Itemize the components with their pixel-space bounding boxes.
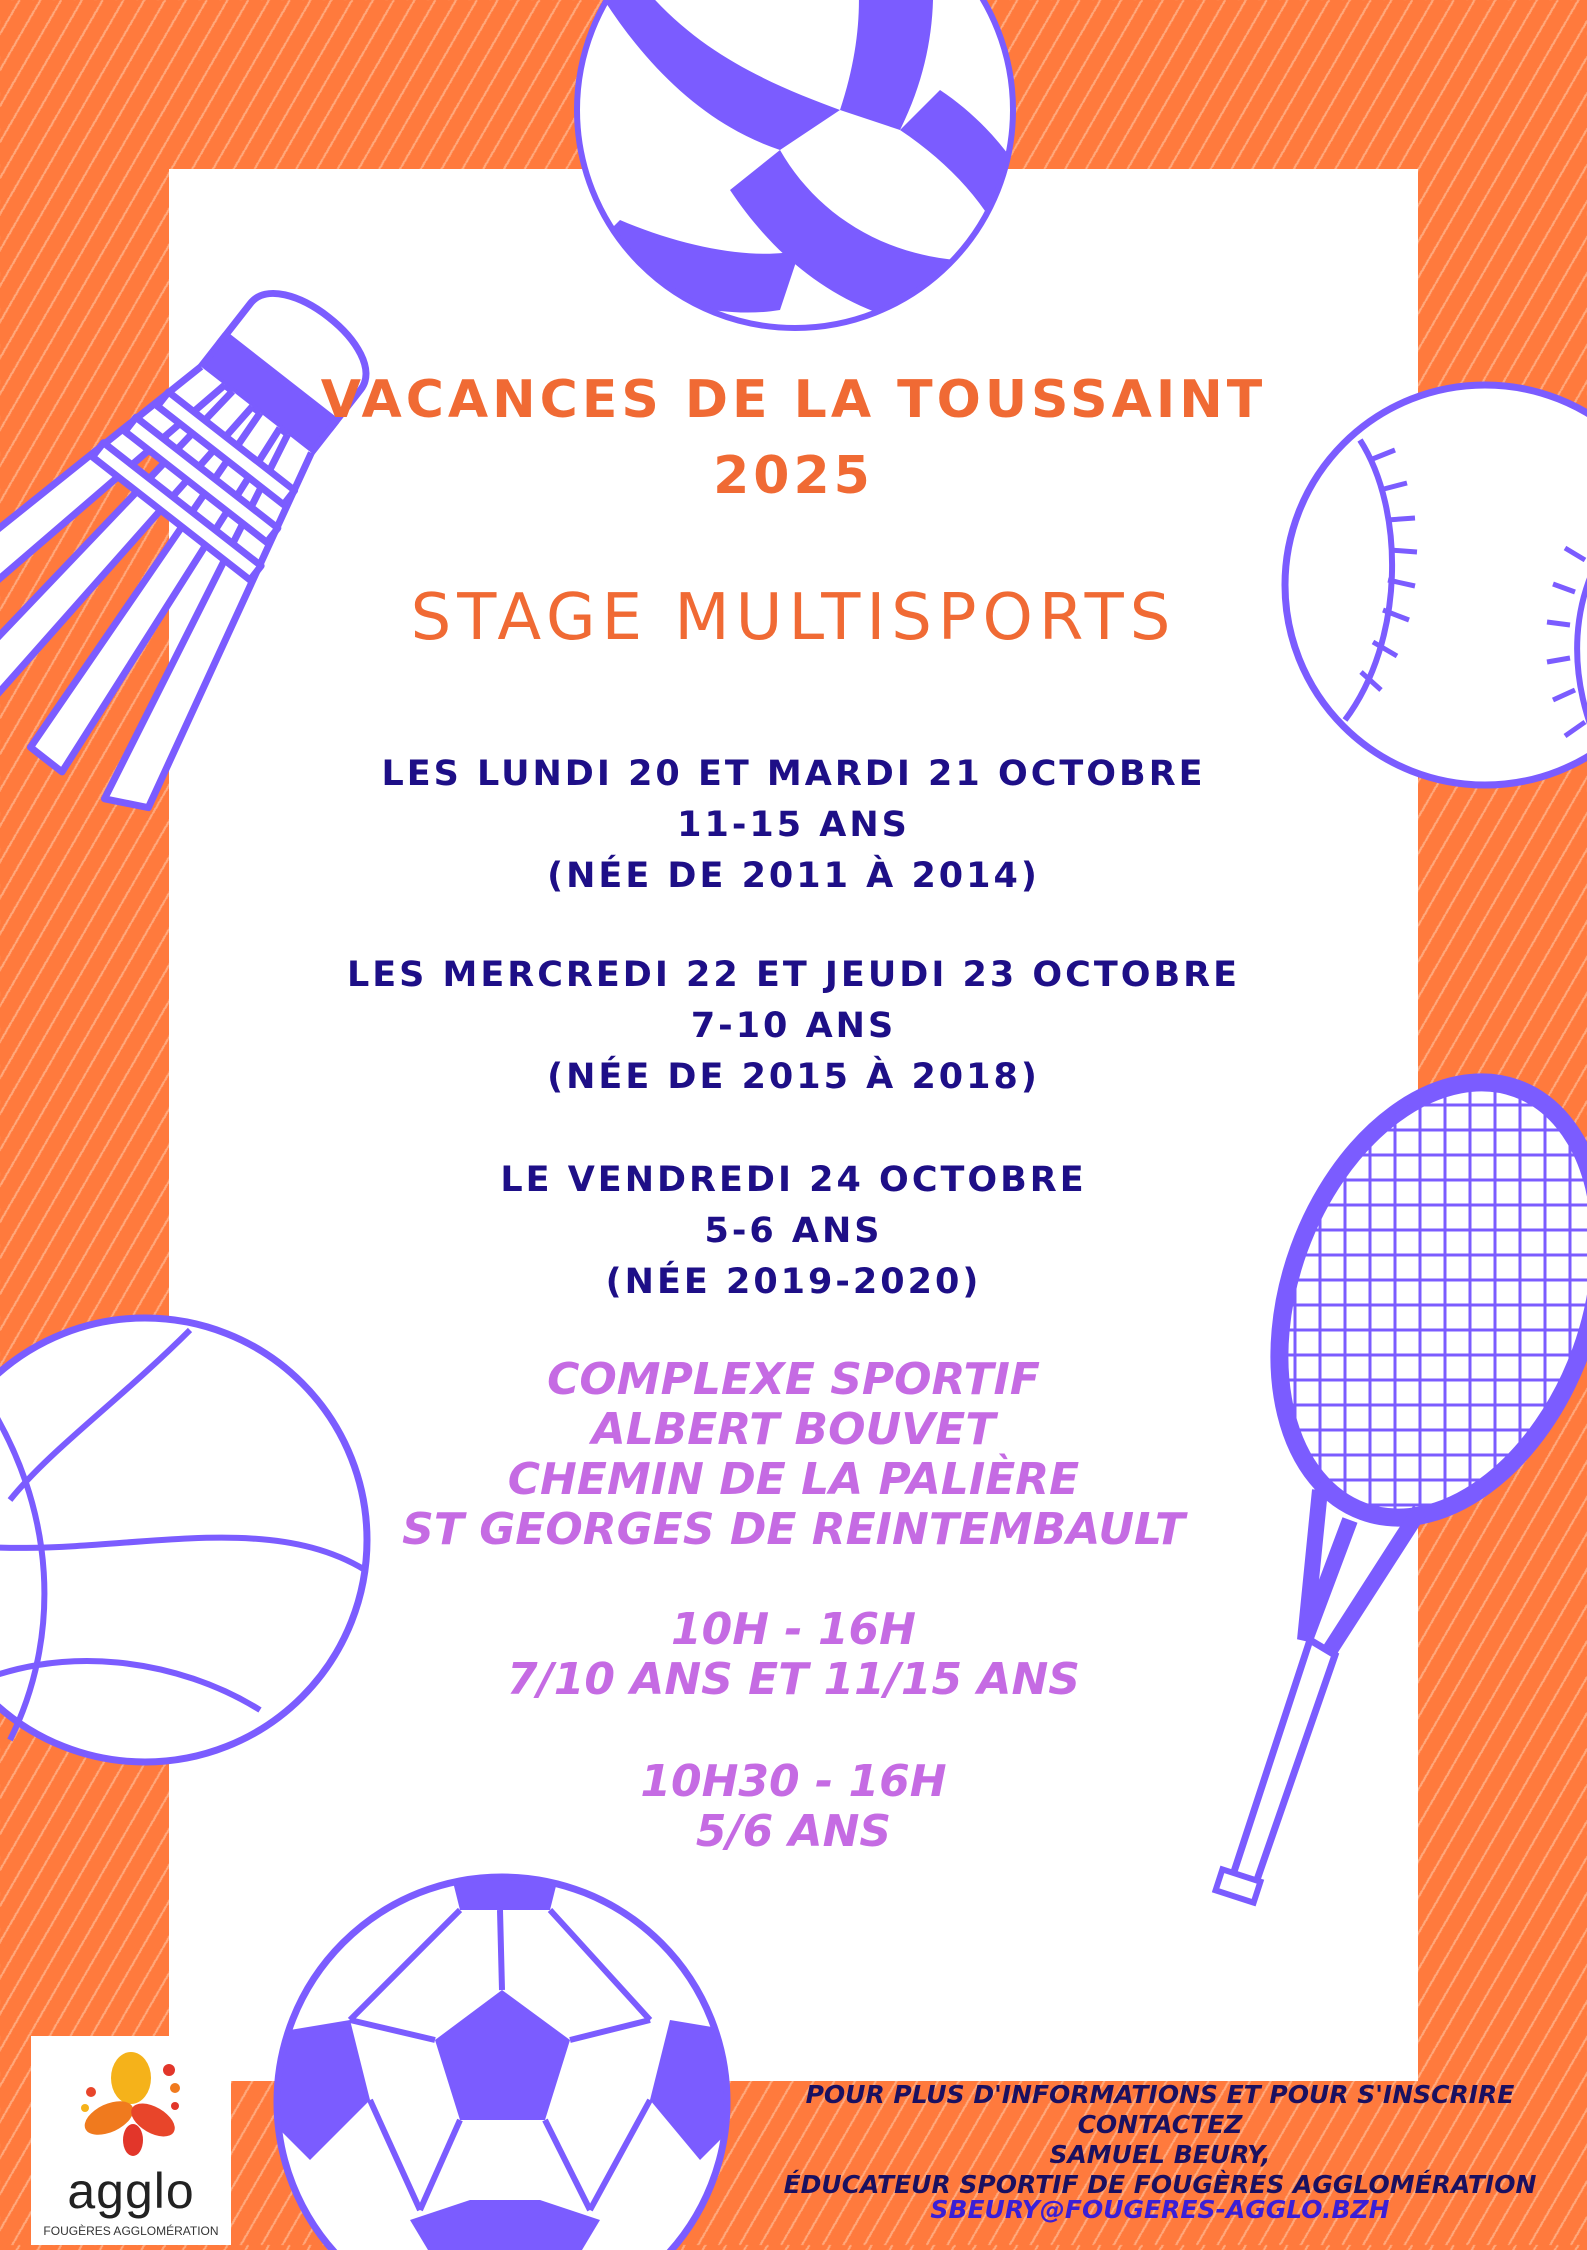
agglo-logo xyxy=(31,2036,231,2245)
venue-line: COMPLEXE SPORTIF xyxy=(547,1354,1040,1405)
venue-line: CHEMIN DE LA PALIÈRE xyxy=(507,1454,1080,1505)
schedule-time: 10H - 16H xyxy=(670,1604,916,1655)
schedule-time: 10H30 - 16H xyxy=(640,1756,947,1807)
logo-flower-icon xyxy=(71,2048,191,2158)
session-ages: 11-15 ANS xyxy=(677,805,910,845)
title-line-1: VACANCES DE LA TOUSSAINT xyxy=(320,370,1267,430)
schedule-block xyxy=(169,1605,1418,1705)
contact-email-link[interactable]: SBEURY@FOUGERES-AGGLO.BZH xyxy=(930,2195,1390,2224)
session-block xyxy=(169,749,1418,902)
contact-info xyxy=(740,2080,1580,2200)
contact-role: ÉDUCATEUR SPORTIF DE FOUGÈRES AGGLOMÉRATION xyxy=(783,2170,1537,2199)
logo-subtitle: FOUGÈRES AGGLOMÉRATION xyxy=(43,2224,219,2238)
venue-line: ALBERT BOUVET xyxy=(591,1404,996,1455)
session-dates: LES MERCREDI 22 ET JEUDI 23 OCTOBRE xyxy=(346,955,1241,995)
venue-address xyxy=(169,1355,1418,1555)
session-birth-years: (NÉE 2019-2020) xyxy=(605,1262,982,1302)
soccer-ball-icon xyxy=(270,1870,740,2250)
contact-line: POUR PLUS D'INFORMATIONS ET POUR S'INSCRIRE CONTACTEZ xyxy=(805,2080,1515,2139)
venue-line: ST GEORGES DE REINTEMBAULT xyxy=(402,1504,1185,1555)
schedule-ages: 7/10 ANS ET 11/15 ANS xyxy=(507,1654,1080,1705)
session-dates: LE VENDREDI 24 OCTOBRE xyxy=(500,1160,1087,1200)
session-ages: 7-10 ANS xyxy=(690,1006,897,1046)
shuttlecock-icon xyxy=(0,240,360,810)
schedule-block xyxy=(169,1757,1418,1857)
contact-name: SAMUEL BEURY, xyxy=(1049,2140,1271,2169)
session-birth-years: (NÉE DE 2015 À 2018) xyxy=(547,1057,1040,1097)
logo-wordmark: agglo xyxy=(67,2163,195,2219)
title-year: 2025 xyxy=(713,446,874,506)
event-subtitle: STAGE MULTISPORTS xyxy=(410,581,1177,655)
session-block xyxy=(169,950,1418,1103)
volleyball-icon xyxy=(540,0,1050,350)
session-dates: LES LUNDI 20 ET MARDI 21 OCTOBRE xyxy=(381,754,1206,794)
session-birth-years: (NÉE DE 2011 À 2014) xyxy=(547,856,1040,896)
session-block xyxy=(169,1155,1418,1308)
schedule-ages: 5/6 ANS xyxy=(695,1806,892,1857)
session-ages: 5-6 ANS xyxy=(704,1211,883,1251)
event-title xyxy=(169,362,1418,514)
